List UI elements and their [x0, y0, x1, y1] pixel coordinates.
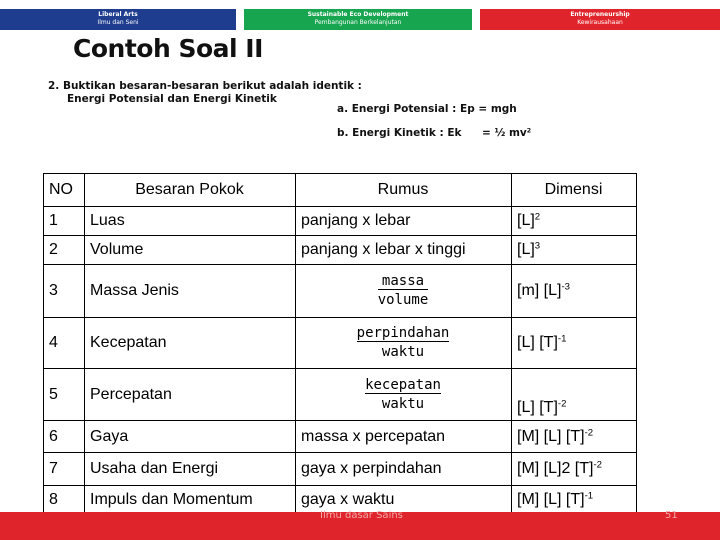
dim-text: [L]	[517, 241, 535, 258]
cell-no: 6	[44, 421, 85, 453]
fraction-denominator: waktu	[357, 341, 450, 360]
question-part-a: a. Energi Potensial : Ep = mgh	[337, 103, 517, 115]
cell-rumus: gaya x perpindahan	[296, 453, 512, 486]
cell-dimensi	[512, 453, 637, 486]
dim-text: [L] [T]	[517, 399, 558, 416]
dim-exponent: 3	[534, 240, 541, 252]
cell-besaran: Massa Jenis	[85, 265, 296, 318]
cell-rumus-fraction	[296, 265, 512, 318]
question-line-2: Energi Potensial dan Energi Kinetik	[67, 93, 277, 105]
header-band-liberal-arts	[0, 9, 236, 30]
fraction	[357, 325, 450, 360]
dimension-table	[43, 173, 637, 514]
fraction	[365, 377, 441, 412]
cell-besaran: Gaya	[85, 421, 296, 453]
cell-no: 8	[44, 486, 85, 514]
cell-rumus: panjang x lebar x tinggi	[296, 236, 512, 265]
table-row	[44, 318, 637, 369]
slide-title: Contoh Soal II	[73, 34, 263, 63]
dim-exponent: -2	[584, 427, 594, 439]
cell-besaran: Volume	[85, 236, 296, 265]
table-row	[44, 236, 637, 265]
cell-no: 7	[44, 453, 85, 486]
header-band-entrepreneurship	[480, 9, 720, 30]
page-number: 51	[665, 510, 678, 521]
question-part-b: b. Energi Kinetik : Ek	[337, 127, 462, 139]
cell-dimensi	[512, 236, 637, 265]
cell-besaran: Kecepatan	[85, 318, 296, 369]
dim-exponent: -2	[557, 398, 567, 410]
cell-besaran: Impuls dan Momentum	[85, 486, 296, 514]
cell-no: 3	[44, 265, 85, 318]
cell-rumus-fraction	[296, 318, 512, 369]
dim-text: [L]	[517, 212, 535, 229]
cell-dimensi	[512, 486, 637, 514]
fraction-denominator: volume	[378, 289, 429, 308]
header-dimensi: Dimensi	[512, 174, 637, 207]
question-part-b-equation	[482, 127, 531, 139]
table-row	[44, 421, 637, 453]
dim-exponent: -1	[557, 333, 567, 345]
table-row	[44, 453, 637, 486]
cell-dimensi	[512, 369, 637, 421]
cell-dimensi	[512, 318, 637, 369]
cell-besaran: Usaha dan Energi	[85, 453, 296, 486]
dim-text: [L] [T]	[517, 334, 558, 351]
fraction-numerator: massa	[381, 273, 425, 289]
cell-dimensi	[512, 265, 637, 318]
dim-text: [M] [L]2 [T]	[517, 460, 594, 477]
cell-rumus: massa x percepatan	[296, 421, 512, 453]
band-subtitle: Ilmu dan Seni	[97, 19, 139, 26]
cell-rumus: gaya x waktu	[296, 486, 512, 514]
table-row	[44, 369, 637, 421]
cell-rumus-fraction	[296, 369, 512, 421]
dim-exponent: -3	[561, 281, 570, 293]
dim-text: [M] [L] [T]	[517, 427, 585, 445]
table-header-row	[44, 174, 637, 207]
cell-no: 4	[44, 318, 85, 369]
table-row	[44, 207, 637, 236]
fraction	[378, 273, 429, 308]
band-title: Liberal Arts	[98, 11, 138, 18]
cell-besaran: Percepatan	[85, 369, 296, 421]
fraction-denominator: waktu	[365, 393, 441, 412]
dim-text: [m] [L]	[517, 282, 562, 299]
dim-exponent: 2	[534, 211, 541, 223]
header-no: NO	[44, 174, 85, 207]
band-subtitle: Kewirausahaan	[577, 19, 623, 26]
header-besaran: Besaran Pokok	[85, 174, 296, 207]
dim-exponent: -2	[593, 459, 602, 471]
fraction-numerator: perpindahan	[356, 325, 450, 341]
band-title: Sustainable Eco Development	[307, 11, 409, 18]
cell-no: 2	[44, 236, 85, 265]
equation-text: = ½ mv	[482, 127, 527, 139]
dim-exponent: -1	[584, 490, 594, 502]
header-band-sustainable	[244, 9, 472, 30]
equation-exponent: 2	[526, 127, 532, 135]
header-rumus: Rumus	[296, 174, 512, 207]
cell-no: 5	[44, 369, 85, 421]
table-row	[44, 265, 637, 318]
footer-text: Ilmu dasar Sains	[320, 510, 403, 521]
cell-rumus: panjang x lebar	[296, 207, 512, 236]
cell-no: 1	[44, 207, 85, 236]
band-title: Entrepreneurship	[570, 11, 630, 18]
cell-besaran: Luas	[85, 207, 296, 236]
cell-dimensi	[512, 421, 637, 453]
fraction-numerator: kecepatan	[365, 376, 441, 393]
dim-text: [M] [L] [T]	[517, 490, 585, 508]
cell-dimensi	[512, 207, 637, 236]
band-subtitle: Pembangunan Berkelanjutan	[314, 19, 402, 26]
question-line-1: 2. Buktikan besaran-besaran berikut adalah identik :	[48, 80, 362, 92]
